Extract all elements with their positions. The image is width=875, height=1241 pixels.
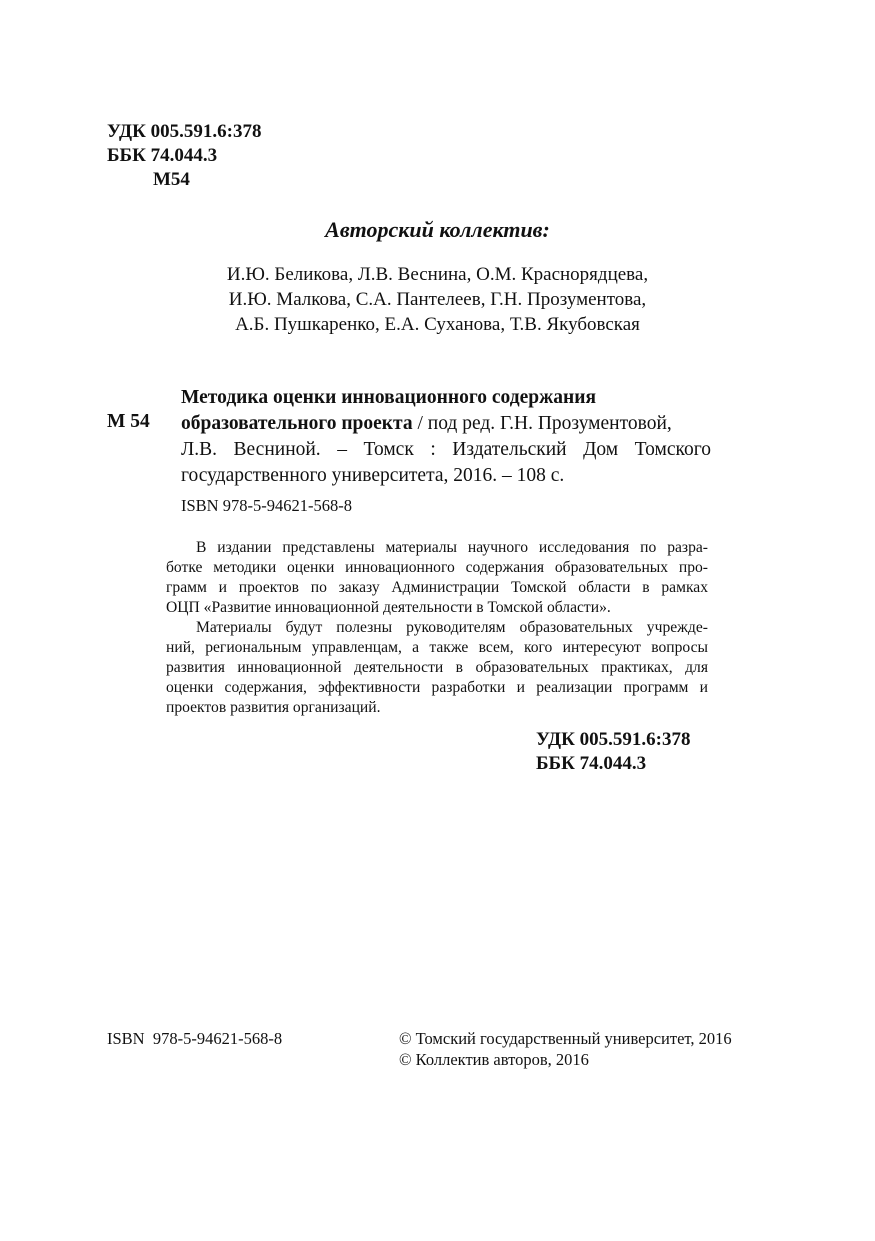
entry-line-3: Л.В. Весниной. – Томск : Издательский Дом Томского [181,439,711,460]
entry-line-2 [181,411,711,437]
abstract-p2-line-1: Материалы будут полезны руководителям образовательных учрежде- [196,619,708,636]
bbk-code-top: ББК 74.044.3 [107,145,218,166]
abstract-p1-line-3: грамм и проектов по заказу Администрации Томской области в рамках [166,579,708,596]
entry-title-line-2: образовательного проекта [181,413,413,434]
abstract-paragraph-2 [166,618,708,718]
entry-title-line-1: Методика оценки инновационного содержания [181,387,597,408]
copyright-authors: © Коллектив авторов, 2016 [399,1050,589,1069]
authors-line-3: А.Б. Пушкаренко, Е.А. Суханова, Т.В. Якубовская [235,314,640,335]
abstract-p2-line-4: оценки содержания, эффективности разработки и реализации программ и [166,679,708,696]
footer-isbn: ISBN 978-5-94621-568-8 [107,1029,283,1048]
authors-line-2: И.Ю. Малкова, С.А. Пантелеев, Г.Н. Прозументова, [228,289,647,310]
author-sign-top: М54 [153,169,190,190]
entry-line-4: государственного университета, 2016. – 108 с. [181,465,565,486]
authors-heading [0,217,875,243]
abstract-paragraph-1 [166,538,708,618]
entry-author-sign: М 54 [107,411,150,432]
abstract-p2-line-3: развития инновационной деятельности в образовательных практиках, для [166,659,708,676]
copyright-university: © Томский государственный университет, 2016 [399,1029,732,1048]
udk-code-bottom: УДК 005.591.6:378 [536,729,691,750]
authors-line-1: И.Ю. Беликова, Л.В. Веснина, О.М. Краснорядцева, [226,264,649,285]
abstract-p2-line-5: проектов развития организаций. [166,699,381,716]
entry-isbn: ISBN 978-5-94621-568-8 [181,496,352,515]
authors-heading-text: Авторский коллектив: [325,217,550,242]
abstract-p2-line-2: ний, региональным управленцам, а также всем, кого интересуют вопросы [166,639,708,656]
abstract-p1-line-1: В издании представлены материалы научного исследования по разра- [196,539,708,556]
udk-code-top: УДК 005.591.6:378 [107,121,262,142]
entry-editors-part: / под ред. Г.Н. Прозументовой, [412,413,672,434]
abstract-p1-line-4: ОЦП «Развитие инновационной деятельности в Томской области». [166,599,611,616]
abstract-p1-line-2: ботке методики оценки инновационного содержания образовательных про- [166,559,708,576]
abstract [166,538,708,718]
bbk-code-bottom: ББК 74.044.3 [536,753,647,774]
